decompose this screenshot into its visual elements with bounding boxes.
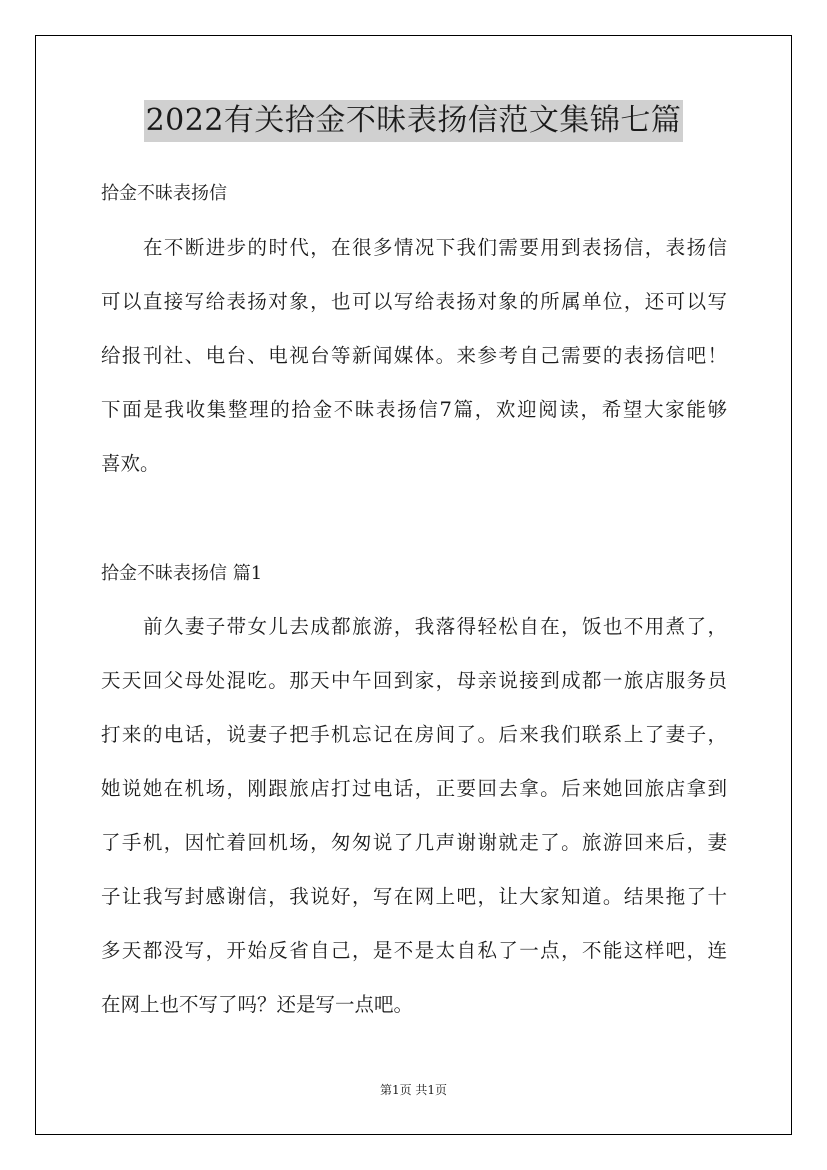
section-heading: 拾金不昧表扬信 <box>101 183 227 204</box>
paragraph-line: 给报刊社、电台、电视台等新闻媒体。来参考自己需要的表扬信吧！ <box>101 344 727 367</box>
paragraph-line: 多天都没写，开始反省自己，是不是太自私了一点，不能这样吧，连 <box>101 939 727 962</box>
document-title <box>0 100 827 142</box>
document-title-text: 2022有关拾金不昧表扬信范文集锦七篇 <box>144 100 684 142</box>
paragraph-line: 可以直接写给表扬对象，也可以写给表扬对象的所属单位，还可以写 <box>101 290 727 313</box>
paragraph-line: 子让我写封感谢信，我说好，写在网上吧，让大家知道。结果拖了十 <box>101 885 727 908</box>
paragraph-line: 天天回父母处混吃。那天中午回到家，母亲说接到成都一旅店服务员 <box>101 669 727 692</box>
paragraph-line: 下面是我收集整理的拾金不昧表扬信7篇，欢迎阅读，希望大家能够 <box>101 398 727 421</box>
paragraph-line: 在网上也不写了吗？还是写一点吧。 <box>101 993 414 1016</box>
paragraph-line: 前久妻子带女儿去成都旅游，我落得轻松自在，饭也不用煮了， <box>143 615 727 638</box>
paragraph-line: 喜欢。 <box>101 452 160 475</box>
paragraph-line: 了手机，因忙着回机场，匆匆说了几声谢谢就走了。旅游回来后，妻 <box>101 831 727 854</box>
section-heading: 拾金不昧表扬信 篇1 <box>101 563 263 584</box>
page-footer: 第1页 共1页 <box>379 1083 448 1097</box>
paragraph-line: 在不断进步的时代，在很多情况下我们需要用到表扬信，表扬信 <box>143 236 727 259</box>
paragraph-line: 她说她在机场，刚跟旅店打过电话，正要回去拿。后来她回旅店拿到 <box>101 777 727 800</box>
paragraph-line: 打来的电话，说妻子把手机忘记在房间了。后来我们联系上了妻子， <box>101 723 727 746</box>
